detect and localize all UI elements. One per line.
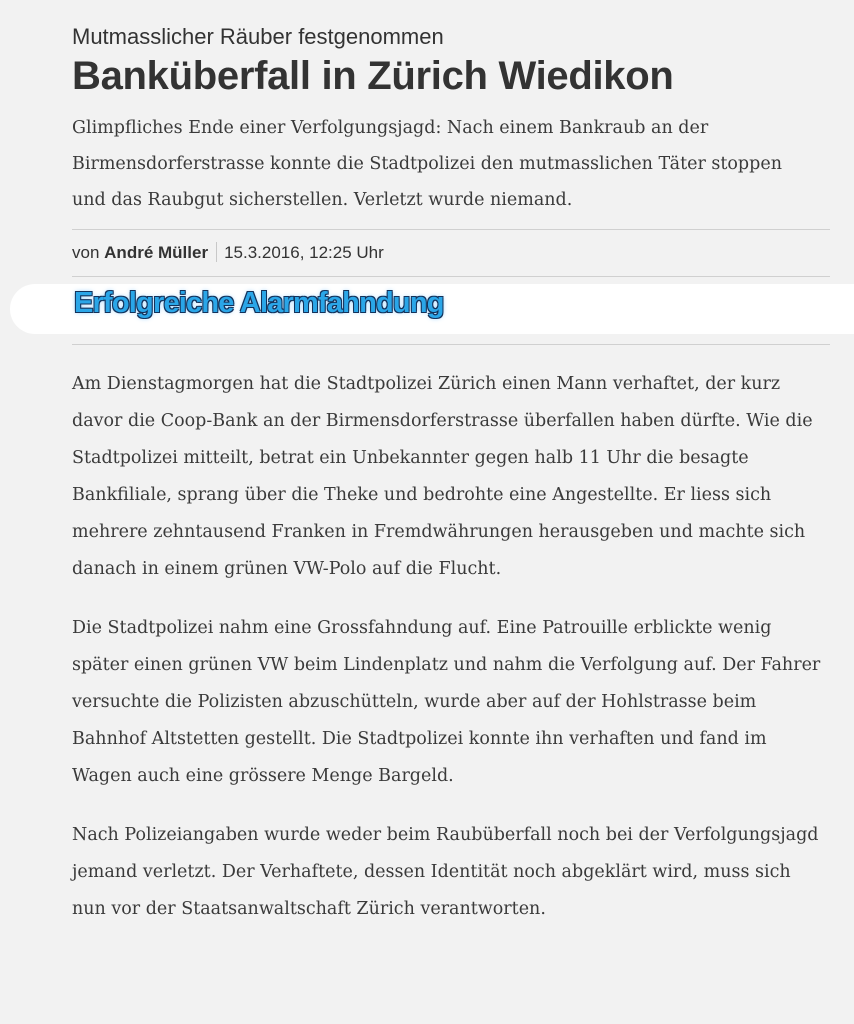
article-lead: Glimpfliches Ende einer Verfolgungsjagd: Nach einem Bankraub an der Birmensdorferstrasse konnte die Stadtpolizei den mutmasslichen Täter stoppen und das Raubgut sicherstellen. Verletzt wurde niemand. xyxy=(72,118,782,210)
article-kicker: Mutmasslicher Räuber festgenommen xyxy=(72,24,444,49)
publish-datetime: 15.3.2016, 12:25 Uhr xyxy=(224,243,384,262)
article-headline: Banküberfall in Zürich Wiedikon xyxy=(72,54,674,98)
divider xyxy=(72,344,830,345)
body-paragraph: Am Dienstagmorgen hat die Stadtpolizei Zürich einen Mann verhaftet, der kurz davor die Coop-Bank an der Birmensdorferstrasse überfallen haben dürfte. Wie die Stadtpolizei mitteilt, betrat ein Unbekannter gegen halb 11 Uhr die besagte Bankfiliale, sprang über die Theke und bedrohte eine Angestellte. Er liess sich mehrere zehntausend Franken in Fremdwährungen herausgeben und machte sich danach in einem grünen VW-Polo auf die Flucht. xyxy=(72,374,813,579)
section-subheading: Erfolgreiche Alarmfahndung xyxy=(74,287,444,319)
article-body xyxy=(72,366,824,950)
byline-prefix: von xyxy=(72,243,100,262)
body-paragraph: Die Stadtpolizei nahm eine Grossfahndung auf. Eine Patrouille erblickte wenig später einen grünen VW beim Lindenplatz und nahm die Verfolgung auf. Der Fahrer versuchte die Polizisten abzuschütteln, wurde aber auf der Hohlstrasse beim Bahnhof Altstetten gestellt. Die Stadtpolizei konnte ihn verhaften und fand im Wagen auch eine grössere Menge Bargeld. xyxy=(72,618,821,786)
byline xyxy=(72,242,830,264)
byline-separator xyxy=(216,242,217,262)
body-paragraph: Nach Polizeiangaben wurde weder beim Raubüberfall noch bei der Verfolgungsjagd jemand verletzt. Der Verhaftete, dessen Identität noch abgeklärt wird, muss sich nun vor der Staatsanwaltschaft Zürich verantworten. xyxy=(72,825,819,919)
divider xyxy=(72,276,830,277)
divider xyxy=(72,229,830,230)
author-name[interactable]: André Müller xyxy=(104,243,209,262)
